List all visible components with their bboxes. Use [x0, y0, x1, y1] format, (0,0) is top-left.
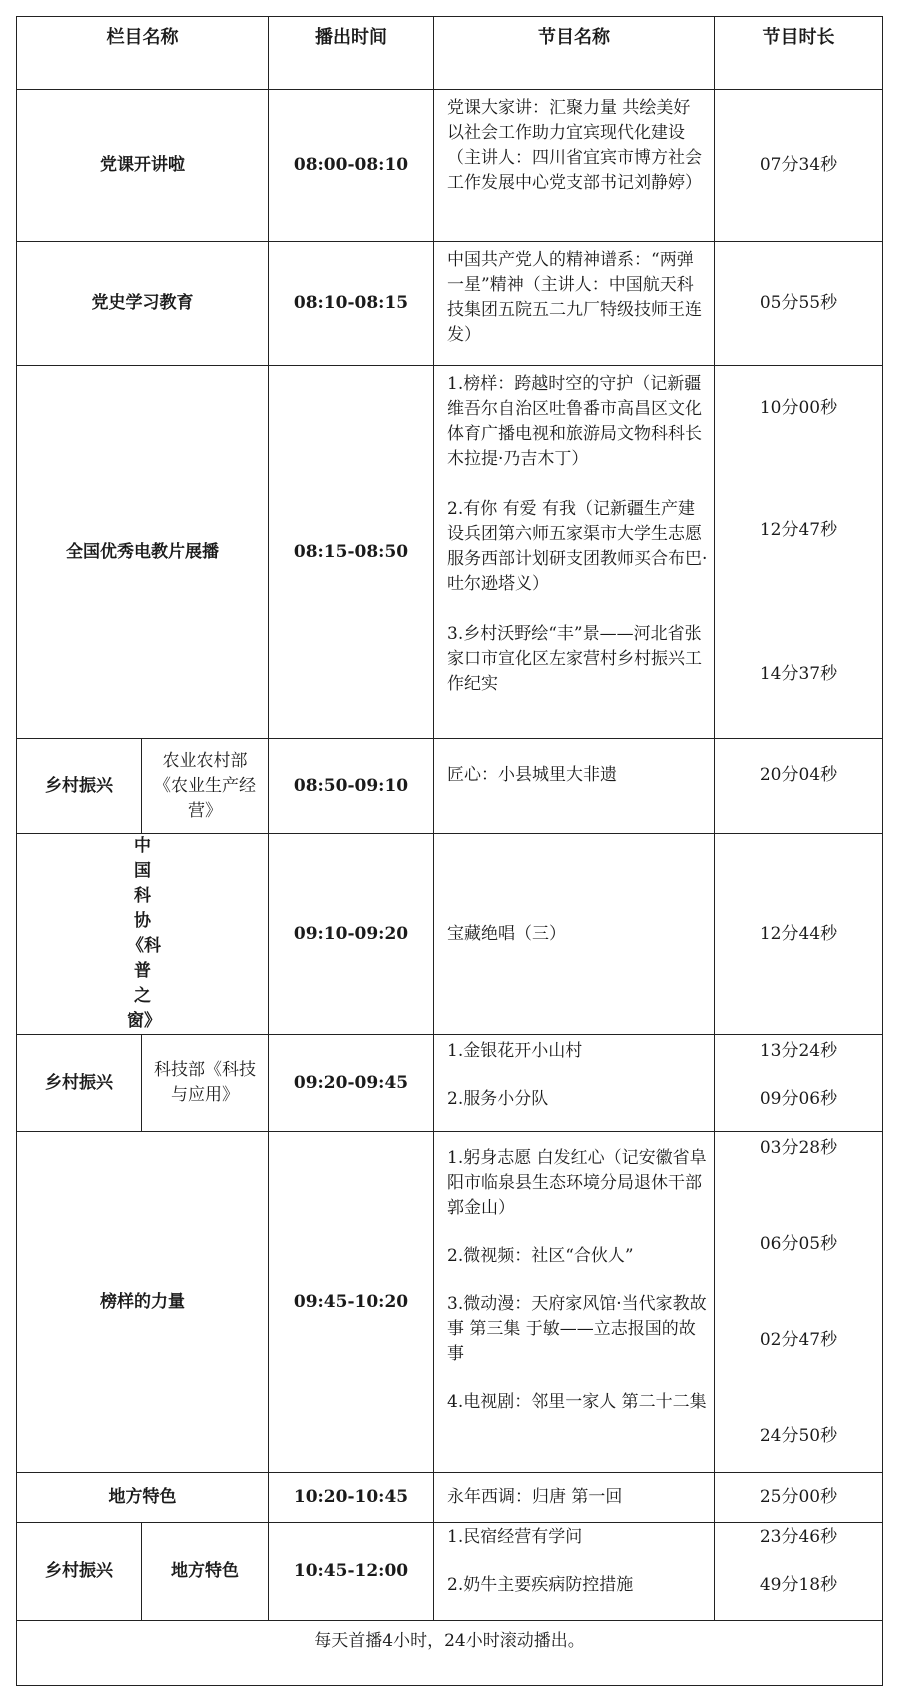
- duration-item: 25分00秒: [759, 1487, 838, 1507]
- duration-item: 03分28秒: [759, 1138, 838, 1158]
- air-time: 08:10-08:15: [269, 242, 434, 366]
- program-item: 4.电视剧：邻里一家人 第二十二集: [447, 1392, 707, 1412]
- duration-cell: [715, 366, 883, 739]
- program-item: 匠心：小县城里大非遗: [447, 765, 617, 785]
- duration-cell: [715, 834, 883, 1035]
- program-item: 3.微动漫：天府家风馆·当代家教故事 第三集 于敏——立志报国的故事: [447, 1294, 707, 1364]
- table-row: [17, 366, 883, 739]
- program-cell: [434, 366, 715, 739]
- duration-cell: [715, 739, 883, 834]
- program-item: 1.民宿经营有学问: [447, 1527, 583, 1547]
- table-row: [17, 739, 883, 834]
- column-name: 乡村振兴: [17, 1035, 142, 1132]
- air-time: 10:20-10:45: [269, 1473, 434, 1523]
- program-item: 1.躬身志愿 白发红心（记安徽省阜阳市临泉县生态环境分局退休干部郭金山）: [447, 1148, 707, 1218]
- duration-cell: [715, 90, 883, 242]
- duration-item: 09分06秒: [759, 1089, 838, 1109]
- program-item: 2.服务小分队: [447, 1089, 549, 1109]
- program-item: 3.乡村沃野绘“丰”景——河北省张家口市宣化区左家营村乡村振兴工作纪实: [447, 624, 702, 694]
- header-duration: 节目时长: [715, 17, 883, 90]
- table-row: [17, 1523, 883, 1621]
- program-cell: [434, 1473, 715, 1523]
- column-name: 党课开讲啦: [17, 90, 269, 242]
- footer-note: 每天首播4小时，24小时滚动播出。: [17, 1621, 883, 1686]
- duration-cell: [715, 1132, 883, 1473]
- table-row: [17, 1132, 883, 1473]
- header-program-name: 节目名称: [434, 17, 715, 90]
- program-cell: [434, 242, 715, 366]
- duration-item: 07分34秒: [759, 155, 838, 175]
- sub-column-name: 地方特色: [142, 1523, 269, 1621]
- table-row: [17, 834, 883, 1035]
- duration-item: 13分24秒: [759, 1041, 838, 1061]
- program-item: 1.金银花开小山村: [447, 1041, 583, 1061]
- program-item: 宝藏绝唱（三）: [447, 923, 566, 944]
- header-column-name: 栏目名称: [17, 17, 269, 90]
- program-cell: [434, 1132, 715, 1473]
- air-time: 09:10-09:20: [269, 834, 434, 1035]
- program-cell: [434, 1523, 715, 1621]
- program-item: 2.微视频：社区“合伙人”: [447, 1246, 634, 1266]
- air-time: 08:15-08:50: [269, 366, 434, 739]
- column-name: 党史学习教育: [17, 242, 269, 366]
- air-time: 09:20-09:45: [269, 1035, 434, 1132]
- program-item: 党课大家讲：汇聚力量 共绘美好 以社会工作助力宜宾现代化建设（主讲人：四川省宜宾市博方社会工作发展中心党支部书记刘静婷）: [447, 98, 702, 193]
- table-row: [17, 1473, 883, 1523]
- duration-item: 49分18秒: [759, 1575, 838, 1595]
- program-cell: [434, 1035, 715, 1132]
- duration-cell: [715, 1035, 883, 1132]
- column-name: 全国优秀电教片展播: [17, 366, 269, 739]
- duration-item: 23分46秒: [759, 1527, 838, 1547]
- duration-item: 05分55秒: [759, 293, 838, 313]
- duration-item: 10分00秒: [759, 398, 838, 418]
- program-item: 1.榜样：跨越时空的守护（记新疆维吾尔自治区吐鲁番市高昌区文化体育广播电视和旅游局文物科科长木拉提·乃吉木丁）: [447, 374, 702, 469]
- duration-item: 20分04秒: [759, 765, 838, 785]
- duration-item: 14分37秒: [759, 664, 838, 684]
- program-cell: [434, 834, 715, 1035]
- schedule-table: [16, 16, 883, 1686]
- duration-item: 12分44秒: [759, 923, 838, 944]
- sub-column-name: 农业农村部《农业生产经营》: [142, 739, 269, 834]
- air-time: 10:45-12:00: [269, 1523, 434, 1621]
- program-item: 2.奶牛主要疾病防控措施: [447, 1575, 634, 1595]
- table-row: [17, 1035, 883, 1132]
- program-item: 中国共产党人的精神谱系：“两弹一星”精神（主讲人：中国航天科技集团五院五二九厂特级技师王连发）: [447, 250, 702, 345]
- table-row: [17, 242, 883, 366]
- column-name: 榜样的力量: [17, 1132, 269, 1473]
- column-name: 中国科协《科普之窗》: [17, 834, 269, 1035]
- table-row: [17, 90, 883, 242]
- program-item: 2.有你 有爱 有我（记新疆生产建设兵团第六师五家渠市大学生志愿服务西部计划研支团教师买合布巴·吐尔逊塔义）: [447, 499, 708, 594]
- duration-cell: [715, 242, 883, 366]
- column-name: 乡村振兴: [17, 1523, 142, 1621]
- sub-column-name: 科技部《科技与应用》: [142, 1035, 269, 1132]
- duration-item: 24分50秒: [759, 1426, 838, 1446]
- duration-cell: [715, 1473, 883, 1523]
- header-air-time: 播出时间: [269, 17, 434, 90]
- duration-item: 12分47秒: [759, 520, 838, 540]
- footer-row: [17, 1621, 883, 1686]
- column-name: 乡村振兴: [17, 739, 142, 834]
- duration-item: 06分05秒: [759, 1234, 838, 1254]
- column-name: 地方特色: [17, 1473, 269, 1523]
- air-time: 08:00-08:10: [269, 90, 434, 242]
- duration-item: 02分47秒: [759, 1330, 838, 1350]
- duration-cell: [715, 1523, 883, 1621]
- air-time: 08:50-09:10: [269, 739, 434, 834]
- program-item: 永年西调：归唐 第一回: [447, 1487, 623, 1507]
- program-cell: [434, 739, 715, 834]
- program-cell: [434, 90, 715, 242]
- air-time: 09:45-10:20: [269, 1132, 434, 1473]
- header-row: [17, 17, 883, 90]
